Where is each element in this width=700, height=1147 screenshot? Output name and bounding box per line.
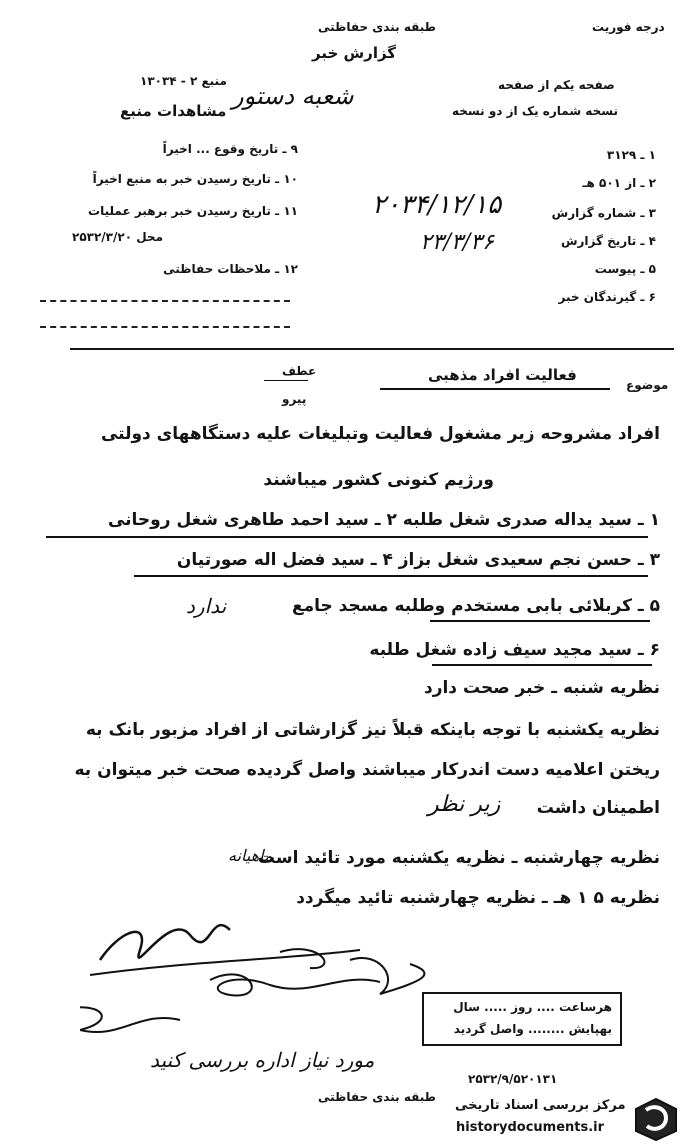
watermark-url: historydocuments.ir	[456, 1120, 605, 1135]
margin-note-nadarad: ندارد	[186, 594, 227, 618]
archive-logo-icon	[632, 1096, 680, 1142]
body-line: ۱ ـ سید یداله صدری شغل طلبه ۲ ـ سید احمد طاهری شغل روحانی	[107, 510, 660, 530]
right-field-4: ۴ ـ تاریخ گزارش	[560, 234, 656, 248]
right-field-5: ۵ ـ پیوست	[594, 262, 656, 276]
name-underline	[134, 575, 648, 577]
page-line: صفحه یکم از صفحه	[498, 78, 615, 92]
body-line: افراد مشروحه زیر مشغول فعالیت وتبلیغات علیه دستگاههای دولتی	[100, 424, 660, 444]
left-field-11: ۱۱ ـ تاریخ رسیدن خبر برهبر عملیات	[88, 204, 298, 218]
name-underline	[46, 536, 648, 538]
left-field-place: ۲۵۳۲/۳/۲۰ محل	[72, 230, 164, 244]
handwritten-title: شعبه دستور	[232, 82, 354, 110]
dotted-line	[40, 300, 290, 302]
copy-line: نسخه شماره یک از دو نسخه	[452, 104, 618, 118]
right-field-1: ۱ ـ ۳۱۲۹	[606, 148, 656, 162]
watermark-name: مرکز بررسی اسناد تاریخی	[455, 1098, 626, 1113]
left-field-10: ۱۰ ـ تاریخ رسیدن خبر به منبع اخیراً	[92, 172, 298, 186]
body-line: ۶ ـ سید مجید سیف زاده شغل طلبه	[369, 640, 660, 660]
body-line: نظریه یکشنبه با توجه باینکه قبلاً نیز گزارشاتی از افراد مزبور بانک به	[85, 720, 660, 740]
handwritten-note: ماهیانه	[228, 846, 273, 865]
classification-top: طبقه بندی حفاظتی	[318, 20, 436, 34]
dotted-line	[40, 326, 290, 328]
ref-bottom: پیرو	[282, 392, 307, 406]
right-field-6: ۶ ـ گیرندگان خبر	[558, 290, 656, 304]
stamp-row: هرساعت .... روز ..... سال	[453, 1000, 612, 1014]
source-number: ۱۳۰۳۴ - ۲ منبع	[140, 74, 227, 88]
subject-underline	[380, 388, 610, 390]
subject-label: موضوع	[626, 378, 669, 392]
body-line: اطمینان داشت	[536, 798, 660, 818]
handwritten-report-date: ۲۳/۳/۳۶	[420, 230, 494, 255]
receipt-stamp	[422, 992, 622, 1046]
name-underline	[432, 664, 652, 666]
report-title: گزارش خبر	[312, 44, 397, 62]
source-label: مشاهدات منبع	[120, 102, 227, 120]
right-field-3: ۳ ـ شماره گزارش	[551, 206, 656, 220]
subject-value: فعالیت افراد مذهبی	[428, 366, 577, 384]
body-line: ریختن اعلامیه دست اندرکار میباشند واصل گردیده صحت خبر میتوان به	[74, 760, 660, 780]
body-line: نظریه ۵ ۱ هـ ـ نظریه چهارشنبه تائید میگردد	[296, 888, 660, 908]
header-divider	[70, 348, 674, 350]
left-field-12: ۱۲ ـ ملاحظات حفاظتی	[163, 262, 298, 276]
ref-top: عطف	[282, 364, 317, 378]
handwritten-report-number: ۲۰۳۴/۱۲/۱۵	[372, 190, 502, 220]
body-line: ورژیم کنونی کشور میباشند	[263, 470, 494, 490]
name-underline	[430, 620, 650, 622]
archive-number: ۲۵۳۲/۹/۵۲۰۱۳۱	[468, 1072, 558, 1086]
body-line: نظریه چهارشنبه ـ نظریه یکشنبه مورد تائید است	[257, 848, 660, 868]
body-line: ۵ ـ کربلائی بابی مستخدم وطلبه مسجد جامع	[291, 596, 660, 616]
handwritten-bottom-note: مورد نیاز اداره بررسی کنید	[150, 1048, 375, 1072]
classification-bottom: طبقه بندی حفاظتی	[318, 1090, 436, 1104]
ref-divider	[264, 380, 308, 381]
body-line: ۳ ـ حسن نجم سعیدی شغل بزاز ۴ ـ سید فضل اله صورتیان	[176, 550, 660, 570]
left-field-9: ۹ ـ تاریخ وقوع ... اخیراً	[162, 142, 298, 156]
stamp-row: بهپایش ........ واصل گردید	[453, 1022, 612, 1036]
handwritten-signature: زیر نظر	[428, 792, 501, 817]
urgency-label: درجه فوریت	[592, 20, 665, 34]
right-field-2: ۲ ـ از ۵۰۱ هـ	[582, 176, 656, 190]
body-line: نظریه شنبه ـ خبر صحت دارد	[423, 678, 660, 698]
